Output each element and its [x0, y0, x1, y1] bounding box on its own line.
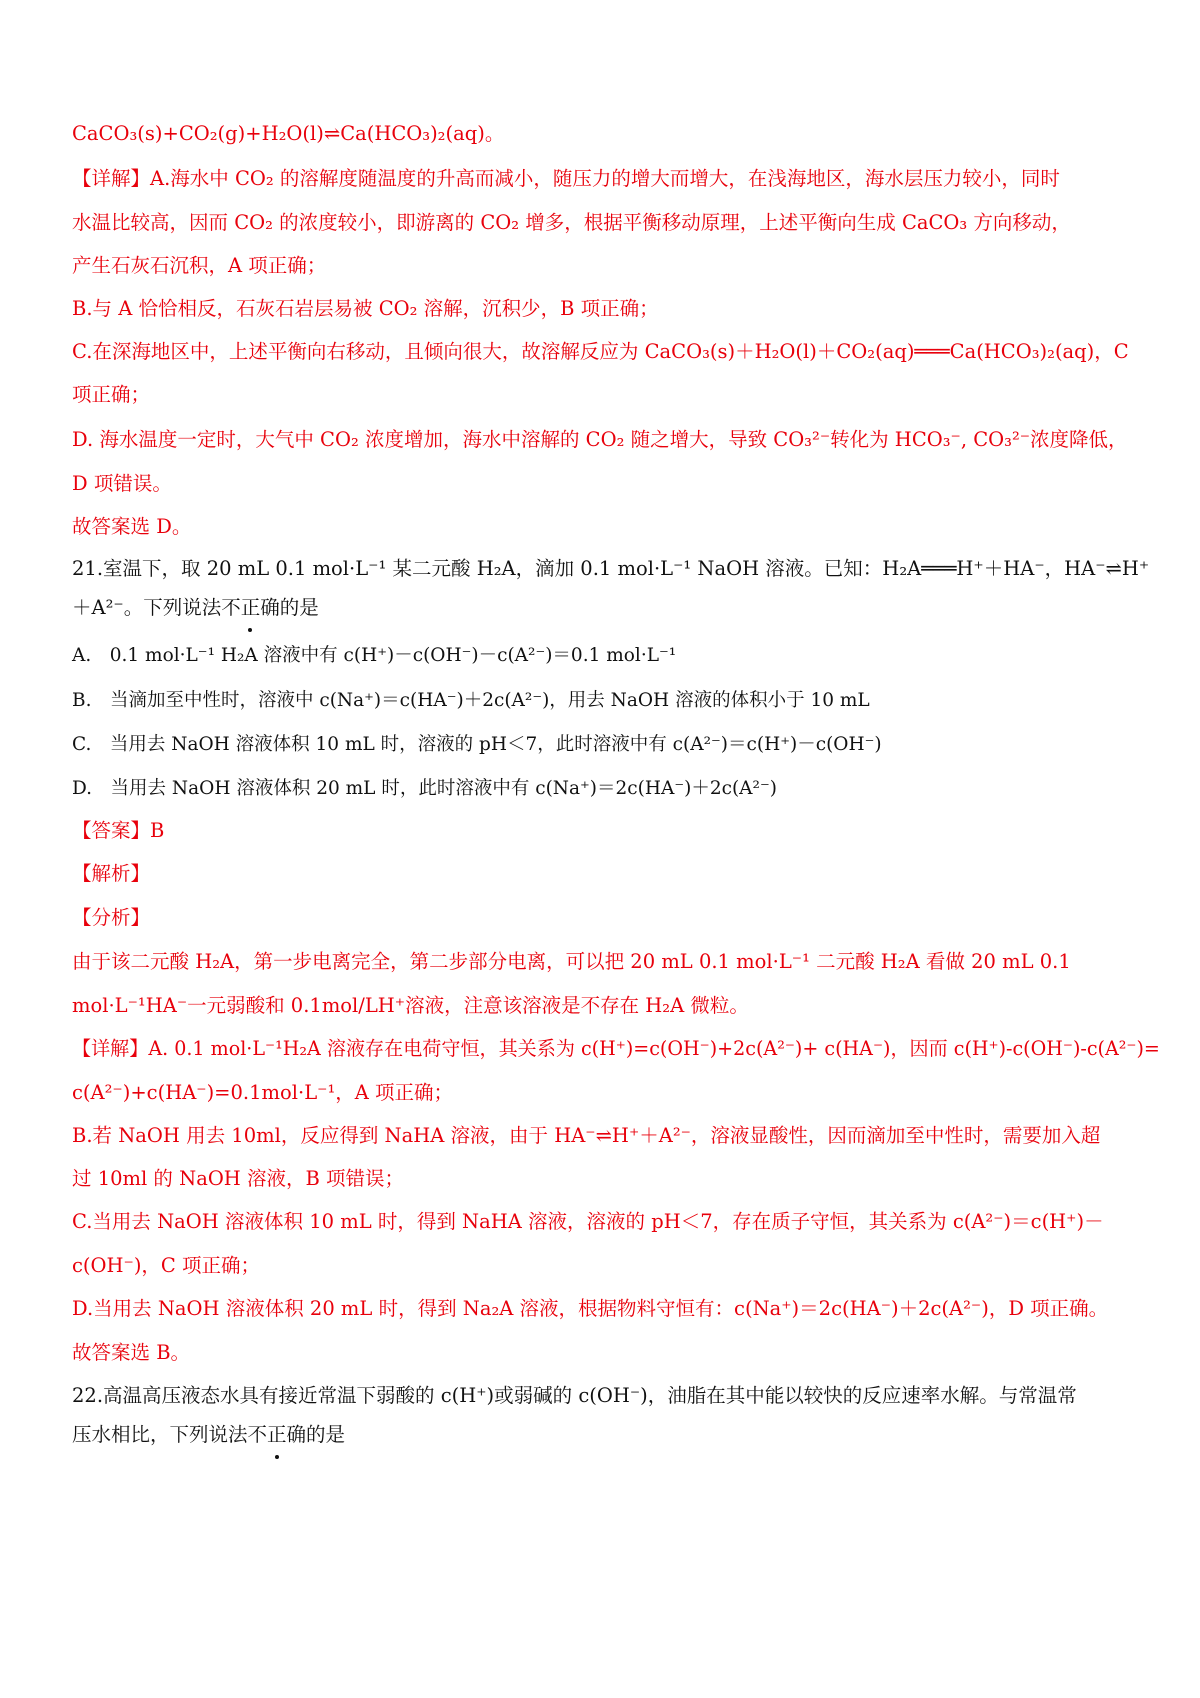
- emphasis-not-correct: 不正确: [221, 593, 280, 623]
- detail-b-line-1: B.若 NaOH 用去 10ml，反应得到 NaHA 溶液，由于 HA⁻⇌H⁺＋A²⁻，溶液显酸性，因而滴加至中性时，需要加入超: [72, 1124, 1101, 1147]
- option-b: B. 当滴加至中性时，溶液中 c(Na⁺)＝c(HA⁻)＋2c(A²⁻)，用去 NaOH 溶液的体积小于 10 mL: [72, 690, 870, 711]
- detail-a-line-1: 【详解】A. 0.1 mol·L⁻¹H₂A 溶液存在电荷守恒，其关系为 c(H⁺)=c(OH⁻)+2c(A²⁻)+ c(HA⁻)，因而 c(H⁺)-c(OH⁻)-c(A²⁻)=: [72, 1037, 1160, 1060]
- question-21-stem-line-1: 21.室温下，取 20 mL 0.1 mol·L⁻¹ 某二元酸 H₂A，滴加 0.1 mol·L⁻¹ NaOH 溶液。已知：H₂A═══H⁺＋HA⁻，HA⁻⇌H⁺: [72, 557, 1150, 580]
- explanation-a-line-3: 产生石灰石沉积，A 项正确；: [72, 254, 327, 277]
- stem-text: ＋A²⁻。下列说法: [72, 596, 222, 619]
- explanation-a-line-1: 【详解】A.海水中 CO₂ 的溶解度随温度的升高而减小，随压力的增大而增大，在浅海地区，海水层压力较小，同时: [72, 167, 1060, 190]
- emphasis-not-correct: 不正确: [248, 1420, 307, 1450]
- answer-label: 【答案】B: [72, 819, 165, 842]
- detail-c-line-1: C.当用去 NaOH 溶液体积 10 mL 时，得到 NaHA 溶液，溶液的 pH＜7，存在质子守恒，其关系为 c(A²⁻)＝c(H⁺)－: [72, 1210, 1104, 1233]
- option-c: C. 当用去 NaOH 溶液体积 10 mL 时，溶液的 pH＜7，此时溶液中有 c(A²⁻)＝c(H⁺)－c(OH⁻): [72, 734, 882, 755]
- option-d: D. 当用去 NaOH 溶液体积 20 mL 时，此时溶液中有 c(Na⁺)＝2c(HA⁻)＋2c(A²⁻): [72, 778, 777, 799]
- breakdown-label: 【分析】: [72, 906, 151, 929]
- detail-b-line-2: 过 10ml 的 NaOH 溶液，B 项错误；: [72, 1167, 405, 1190]
- detail-c-line-2: c(OH⁻)，C 项正确；: [72, 1254, 261, 1277]
- breakdown-line-1: 由于该二元酸 H₂A，第一步电离完全，第二步部分电离，可以把 20 mL 0.1 mol·L⁻¹ 二元酸 H₂A 看做 20 mL 0.1: [72, 950, 1071, 973]
- detail-a-line-2: c(A²⁻)+c(HA⁻)=0.1mol·L⁻¹，A 项正确；: [72, 1081, 454, 1104]
- stem-text-end: 的是: [279, 596, 319, 619]
- question-22-stem-line-1: 22.高温高压液态水具有接近常温下弱酸的 c(H⁺)或弱碱的 c(OH⁻)，油脂在其中能以较快的反应速率水解。与常温常: [72, 1384, 1077, 1407]
- equation-line: CaCO₃(s)+CO₂(g)+H₂O(l)⇌Ca(HCO₃)₂(aq)。: [72, 122, 505, 145]
- stem-text-end: 的是: [306, 1423, 346, 1446]
- question-21-stem-line-2: [72, 593, 319, 623]
- answer-conclusion: 故答案选 D。: [72, 515, 192, 538]
- analysis-label: 【解析】: [72, 862, 151, 885]
- explanation-b-line: B.与 A 恰恰相反，石灰石岩层易被 CO₂ 溶解，沉积少，B 项正确；: [72, 297, 659, 320]
- option-a: A. 0.1 mol·L⁻¹ H₂A 溶液中有 c(H⁺)－c(OH⁻)－c(A²⁻)＝0.1 mol·L⁻¹: [72, 645, 677, 666]
- answer-conclusion-21: 故答案选 B。: [72, 1341, 191, 1364]
- stem-text: 压水相比，下列说法: [72, 1423, 248, 1446]
- breakdown-line-2: mol·L⁻¹HA⁻一元弱酸和 0.1mol/LH⁺溶液，注意该溶液是不存在 H₂A 微粒。: [72, 994, 749, 1017]
- explanation-c-line-2: 项正确；: [72, 383, 151, 406]
- explanation-c-line-1: C.在深海地区中，上述平衡向右移动，且倾向很大，故溶解反应为 CaCO₃(s)＋H₂O(l)＋CO₂(aq)═══Ca(HCO₃)₂(aq)，C: [72, 340, 1129, 363]
- detail-d-line: D.当用去 NaOH 溶液体积 20 mL 时，得到 Na₂A 溶液，根据物料守恒有：c(Na⁺)＝2c(HA⁻)＋2c(A²⁻)，D 项正确。: [72, 1297, 1109, 1320]
- explanation-d-line-2: D 项错误。: [72, 472, 172, 495]
- question-22-stem-line-2: [72, 1420, 345, 1450]
- explanation-a-line-2: 水温比较高，因而 CO₂ 的浓度较小，即游离的 CO₂ 增多，根据平衡移动原理，上述平衡向生成 CaCO₃ 方向移动，: [72, 211, 1071, 234]
- explanation-d-line-1: D. 海水温度一定时，大气中 CO₂ 浓度增加，海水中溶解的 CO₂ 随之增大，导致 CO₃²⁻转化为 HCO₃⁻, CO₃²⁻浓度降低，: [72, 428, 1128, 451]
